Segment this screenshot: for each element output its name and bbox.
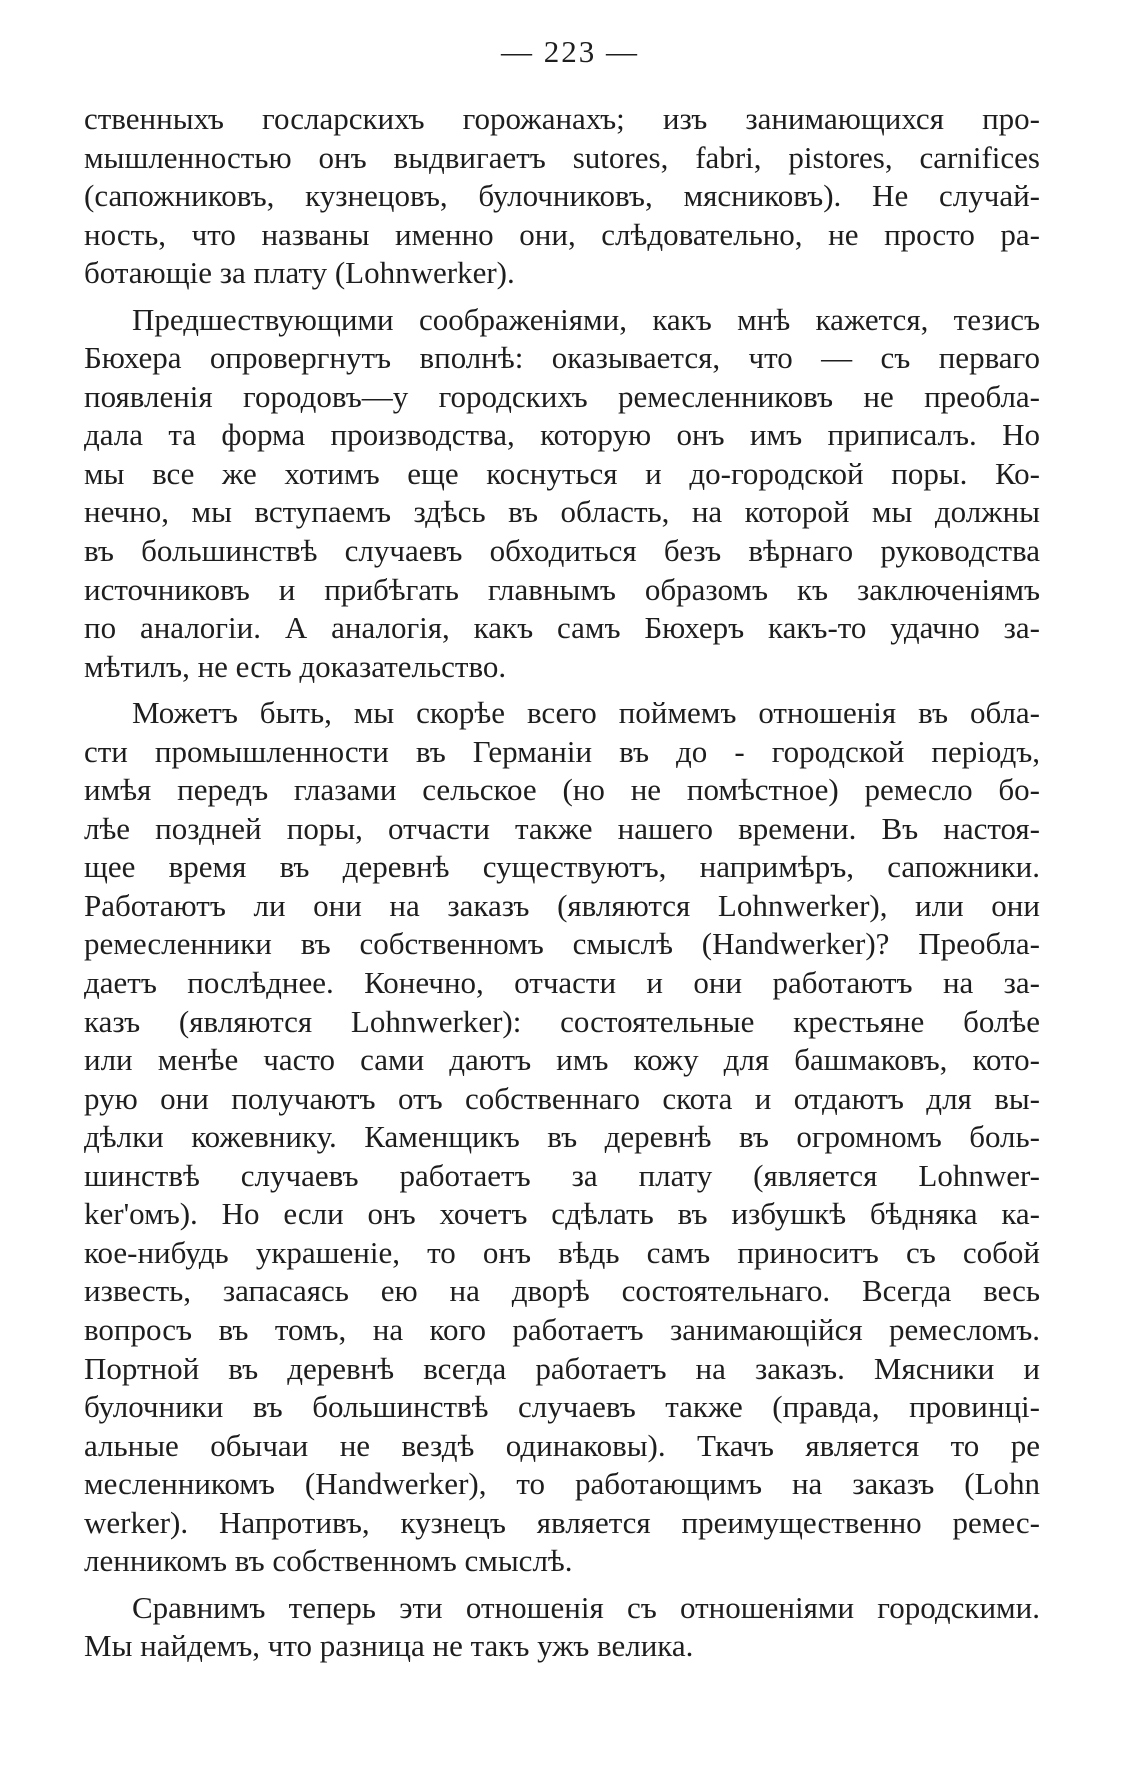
page-number: — 223 — [501,34,639,69]
text-line: щее время въ деревнѣ существуютъ, напримѣръ, сапожники. [84,849,1040,885]
text-line: месленникомъ (Handwerker), то работающимъ на заказъ (Lohn [84,1466,1040,1502]
text-line: известь, запасаясь ею на дворѣ состоятельнаго. Всегда весь [84,1273,1040,1309]
text-line: ботающіе за плату (Lohnwerker). [84,255,515,291]
text-line: булочники въ большинствѣ случаевъ также (правда, провинці- [84,1389,1040,1425]
text-line: Бюхера опровергнутъ вполнѣ: оказывается, что — съ перваго [84,340,1040,376]
text-line: ность, что названы именно они, слѣдовательно, не просто ра- [84,216,1040,252]
text-line: ремесленники въ собственномъ смыслѣ (Handwerker)? Преобла- [84,926,1040,962]
text-line: кое-нибудь украшеніе, то онъ вѣдь самъ приноситъ съ собой [84,1234,1040,1270]
text-line: имѣя передъ глазами сельское (но не помѣстное) ремесло бо- [84,772,1040,808]
text-line: дѣлки кожевнику. Каменщикъ въ деревнѣ въ огромномъ боль- [84,1119,1040,1155]
text-line: Предшествующими соображеніями, какъ мнѣ кажется, тезисъ [132,301,1040,337]
text-line: вопросъ въ томъ, на кого работаетъ занимающійся ремесломъ. [84,1311,1040,1347]
text-line: по аналогіи. А аналогія, какъ самъ Бюхеръ какъ-то удачно за- [84,610,1040,646]
text-line: даетъ послѣднее. Конечно, отчасти и они работаютъ на за- [84,965,1040,1001]
paragraph [84,1589,1040,1666]
paragraph [84,694,1040,1581]
text-line: шинствѣ случаевъ работаетъ за плату (является Lohnwer- [84,1157,1040,1193]
text-line: мѣтилъ, не есть доказательство. [84,648,507,684]
text-body [84,100,1040,1666]
text-line: Портной въ деревнѣ всегда работаетъ на заказъ. Мясники и [84,1350,1040,1386]
text-line: лѣе поздней поры, отчасти также нашего времени. Въ настоя- [84,810,1040,846]
text-line: Мы найдемъ, что разница не такъ ужъ велика. [84,1628,694,1664]
text-line: мы все же хотимъ еще коснуться и до-городской поры. Ко- [84,455,1040,491]
text-line: появленія городовъ—у городскихъ ремесленниковъ не преобла- [84,378,1040,414]
text-line: (сапожниковъ, кузнецовъ, булочниковъ, мясниковъ). Не случай- [84,178,1040,214]
text-line: ker'омъ). Но если онъ хочетъ сдѣлать въ избушкѣ бѣдняка ка- [84,1196,1040,1232]
text-line: рую они получаютъ отъ собственнаго скота и отдаютъ для вы- [84,1080,1040,1116]
paragraph [84,301,1040,686]
text-line: или менѣе часто сами даютъ имъ кожу для башмаковъ, кото- [84,1042,1040,1078]
text-line: въ большинствѣ случаевъ обходиться безъ вѣрнаго руководства [84,533,1040,569]
paragraph [84,100,1040,293]
text-line: ленникомъ въ собственномъ смыслѣ. [84,1543,573,1579]
text-line: ственныхъ госларскихъ горожанахъ; изъ занимающихся про- [84,101,1040,136]
text-line: казъ (являются Lohnwerker): состоятельные крестьяне болѣе [84,1003,1040,1039]
text-line: мышленностью онъ выдвигаетъ sutores, fabri, pistores, carnifices [84,139,1040,175]
text-line: альные обычаи не вездѣ одинаковы). Ткачъ является то ре [84,1427,1040,1463]
text-line: источниковъ и прибѣгать главнымъ образомъ къ заключеніямъ [84,571,1040,607]
text-line: Можетъ быть, мы скорѣе всего поймемъ отношенія въ обла- [132,695,1040,731]
text-line: Работаютъ ли они на заказъ (являются Lohnwerker), или они [84,887,1040,923]
text-line: дала та форма производства, которую онъ имъ приписалъ. Но [84,417,1040,453]
text-line: нечно, мы вступаемъ здѣсь въ область, на которой мы должны [84,494,1040,530]
text-line: сти промышленности въ Германіи въ до - городской періодъ, [84,733,1040,769]
text-line: werker). Напротивъ, кузнецъ является преимущественно ремес- [84,1504,1040,1540]
text-line: Сравнимъ теперь эти отношенія съ отношеніями городскими. [132,1589,1040,1625]
